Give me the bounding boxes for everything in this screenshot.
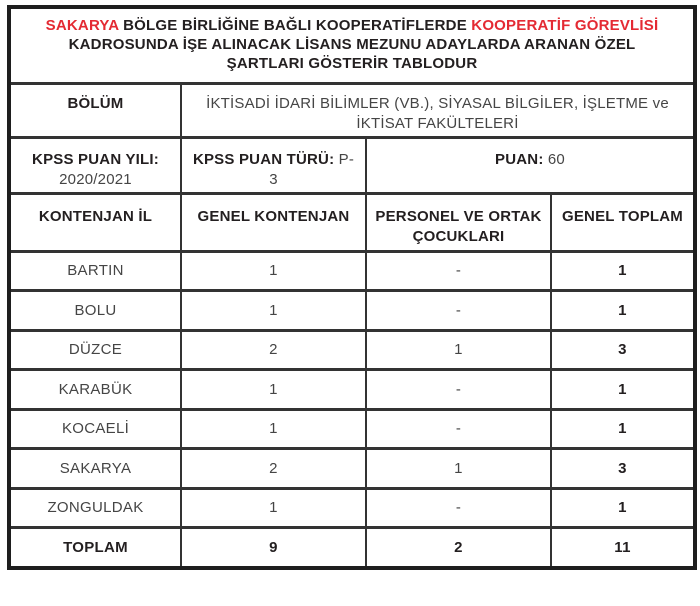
- header-personel: PERSONEL VE ORTAK ÇOCUKLARI: [366, 193, 551, 251]
- table-row-karabuk: [9, 370, 695, 410]
- city-cell: BOLU: [9, 291, 181, 331]
- puan-label: PUAN:: [495, 150, 544, 168]
- title-middle: BÖLGE BİRLİĞİNE BAĞLI KOOPERATİFLERDE: [118, 17, 472, 34]
- toplam-cell: 1: [551, 409, 695, 449]
- bolum-label: BÖLÜM: [67, 94, 124, 112]
- bolum-value: İKTİSADİ İDARİ BİLİMLER (VB.), SİYASAL BİLGİLER, İŞLETME ve İKTİSAT FAKÜLTELERİ: [206, 94, 669, 132]
- title-line-3: ŞARTLARI GÖSTERİR TABLODUR: [226, 55, 478, 72]
- kpss-type-value: P-3: [269, 150, 355, 188]
- genel-cell: 1: [181, 488, 366, 528]
- kpss-year-label: KPSS PUAN YILI:: [32, 150, 159, 168]
- personel-cell: -: [366, 291, 551, 331]
- bolum-label-cell: [9, 83, 181, 137]
- column-header-row: [9, 193, 695, 251]
- total-label-cell: TOPLAM: [9, 528, 181, 568]
- city-cell: KOCAELİ: [9, 409, 181, 449]
- header-genel-kontenjan: GENEL KONTENJAN: [181, 193, 366, 251]
- genel-cell: 1: [181, 251, 366, 291]
- header-city: KONTENJAN İL: [9, 193, 181, 251]
- genel-cell: 1: [181, 291, 366, 331]
- city-cell: DÜZCE: [9, 330, 181, 370]
- puan-cell: [366, 137, 695, 193]
- personel-cell: -: [366, 409, 551, 449]
- city-cell: BARTIN: [9, 251, 181, 291]
- toplam-cell: 3: [551, 449, 695, 489]
- toplam-cell: 3: [551, 330, 695, 370]
- table-row-duzce: [9, 330, 695, 370]
- genel-cell: 2: [181, 449, 366, 489]
- toplam-cell: 1: [551, 251, 695, 291]
- personel-cell: 1: [366, 330, 551, 370]
- bolum-value-cell: [181, 83, 695, 137]
- table-row-toplam: [9, 528, 695, 568]
- table-row-bolu: [9, 291, 695, 331]
- header-genel-toplam: GENEL TOPLAM: [551, 193, 695, 251]
- total-toplam-cell: 11: [551, 528, 695, 568]
- toplam-cell: 1: [551, 370, 695, 410]
- kpss-year-value: 2020/2021: [59, 170, 132, 188]
- city-cell: KARABÜK: [9, 370, 181, 410]
- title-line-1: [19, 16, 685, 35]
- kpss-type-label: KPSS PUAN TÜRÜ:: [192, 150, 335, 168]
- table-row-bartin: [9, 251, 695, 291]
- city-cell: SAKARYA: [9, 449, 181, 489]
- kpss-row: [9, 137, 695, 193]
- kpss-type-cell: [181, 137, 366, 193]
- title-gorevlisi: KOOPERATİF GÖREVLİSİ: [471, 17, 659, 34]
- toplam-cell: 1: [551, 488, 695, 528]
- genel-cell: 1: [181, 409, 366, 449]
- title-line-2: KADROSUNDA İŞE ALINACAK LİSANS MEZUNU ADAYLARDA ARANAN ÖZEL: [68, 36, 636, 53]
- city-cell: ZONGULDAK: [9, 488, 181, 528]
- toplam-cell: 1: [551, 291, 695, 331]
- table-row-kocaeli: [9, 409, 695, 449]
- title-row: [9, 7, 695, 83]
- kpss-year-cell: [9, 137, 181, 193]
- personel-cell: -: [366, 251, 551, 291]
- genel-cell: 1: [181, 370, 366, 410]
- total-genel-cell: 9: [181, 528, 366, 568]
- page-title: [9, 7, 695, 83]
- puan-value: 60: [547, 150, 565, 168]
- personel-cell: 1: [366, 449, 551, 489]
- title-sakarya: SAKARYA: [45, 17, 119, 34]
- table-row-sakarya: [9, 449, 695, 489]
- quota-table: [7, 5, 697, 570]
- personel-cell: -: [366, 370, 551, 410]
- bolum-row: [9, 83, 695, 137]
- table-row-zonguldak: [9, 488, 695, 528]
- genel-cell: 2: [181, 330, 366, 370]
- personel-cell: -: [366, 488, 551, 528]
- total-personel-cell: 2: [366, 528, 551, 568]
